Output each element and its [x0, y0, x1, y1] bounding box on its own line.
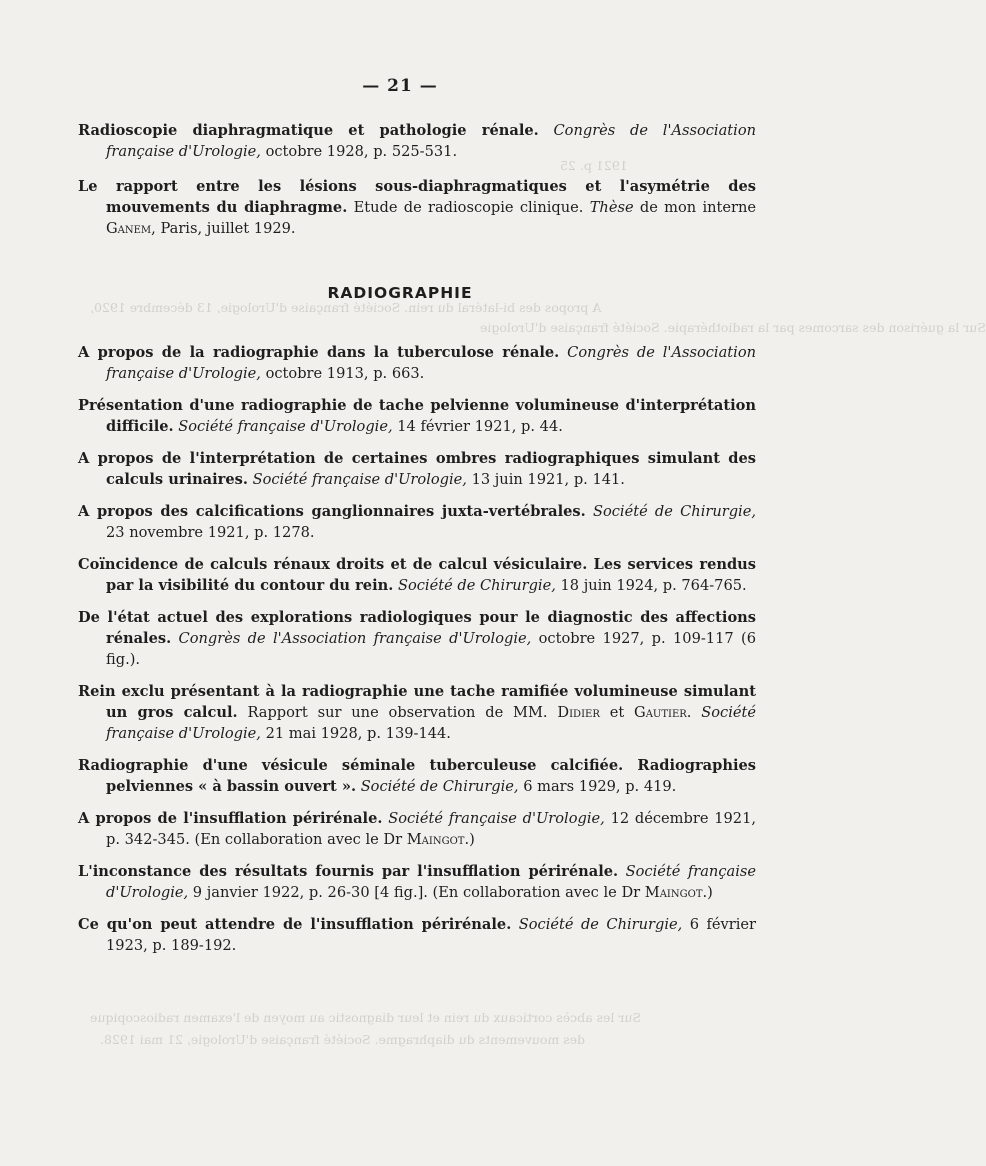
entry-source: Société de Chirurgie, [360, 778, 519, 795]
section-heading: RADIOGRAPHIE [327, 284, 473, 302]
entry-details: 14 février 1921, p. 44. [397, 418, 563, 435]
bibliography-entry [78, 681, 756, 744]
entry-details: .) [464, 831, 475, 848]
entry-source: Société de Chirurgie, [592, 503, 756, 520]
entry-title: A propos des calcifications ganglionnaires juxta-vertébrales. [78, 503, 586, 520]
entry-details: 13 juin 1921, p. 141. [471, 471, 625, 488]
top-entry-list [78, 120, 756, 250]
bibliography-entry [78, 554, 756, 596]
entry-person: Didier [557, 704, 600, 721]
entry-note: et [609, 704, 625, 721]
entry-details: 18 juin 1924, p. 764-765. [560, 577, 747, 594]
entry-person: Maingot [406, 831, 465, 848]
entry-person: Gautier [634, 704, 687, 721]
entry-title: Rein exclu présentant à la radiographie une tache ramifiée volumineuse simulant un gros calcul. [78, 683, 756, 721]
entry-details: 6 mars 1929, p. 419. [523, 778, 677, 795]
entry-title: L'inconstance des résultats fournis par l'insufflation périrénale. [78, 863, 619, 880]
entry-title: Radiographie d'une vésicule séminale tuberculeuse calcifiée. Radiographies pelviennes « à bassin ouvert ». [78, 757, 756, 795]
bleed-through: Sur la guérison des sarcomes par la radiothérapie. Société française d'Urologie [480, 320, 986, 335]
entry-details: 9 janvier 1922, p. 26-30 [4 fig.]. (En collaboration avec le Dr [192, 884, 641, 901]
page-number: — 21 — [362, 76, 438, 96]
entry-source: Société française d'Urologie, [106, 863, 756, 901]
bibliography-entry [78, 120, 756, 162]
entry-title: Coïncidence de calculs rénaux droits et de calcul vésiculaire. Les services rendus par la visibilité du contour du rein. [78, 556, 756, 594]
bleed-through: Sur les abcès corticaux du rein et leur diagnostic au moyen de l'examen radioscopique [90, 1010, 641, 1025]
entry-source: Société française d'Urologie, [106, 704, 757, 742]
entry-note: Etude de radioscopie clinique. [353, 199, 584, 216]
entry-source: Société française d'Urologie, [388, 810, 605, 827]
bibliography-entry [78, 342, 756, 384]
entry-title: Radioscopie diaphragmatique et pathologie rénale. [78, 122, 539, 139]
entry-source: Congrès de l'Association française d'Urologie, [106, 122, 757, 160]
entry-source: Société française d'Urologie, [178, 418, 393, 435]
entry-details: octobre 1913, p. 663. [265, 365, 425, 382]
bleed-through: A propos des bi-latéral du rein. Société française d'Urologie, 13 décembre 1920, [90, 300, 602, 315]
entry-details: octobre 1928, p. 525-531. [265, 143, 458, 160]
entry-title: Présentation d'une radiographie de tache pelvienne volumineuse d'interprétation difficile. [78, 397, 756, 435]
entry-details: , Paris, juillet 1929. [151, 220, 296, 237]
entry-details: 21 mai 1928, p. 139-144. [265, 725, 451, 742]
bleed-through: 1921 p. 25 [560, 158, 628, 173]
bleed-through: des mouvements du diaphragme. Société française d'Urologie, 21 mai 1928. [100, 1032, 586, 1047]
entry-note: . [686, 704, 692, 721]
entry-title: A propos de la radiographie dans la tuberculose rénale. [78, 344, 560, 361]
entry-details: .) [702, 884, 713, 901]
entry-source: Société de Chirurgie, [397, 577, 556, 594]
entry-details: 23 novembre 1921, p. 1278. [106, 524, 315, 541]
bibliography-entry [78, 607, 756, 670]
bibliography-entry [78, 176, 756, 239]
entry-source: Société française d'Urologie, [252, 471, 467, 488]
bibliography-entry [78, 448, 756, 490]
entry-person: Maingot [644, 884, 703, 901]
entry-details: 12 décembre 1921, p. 342-345. (En collaboration avec le Dr [106, 810, 757, 848]
entry-source: Thèse [589, 199, 634, 216]
entry-person: Ganem [106, 220, 152, 237]
bibliography-entry [78, 501, 756, 543]
entry-title: A propos de l'interprétation de certaines ombres radiographiques simulant des calculs urinaires. [78, 450, 756, 488]
bibliography-entry [78, 395, 756, 437]
entry-title: Ce qu'on peut attendre de l'insufflation périrénale. [78, 916, 512, 933]
entry-details: de mon interne [639, 199, 757, 216]
bibliography-entry [78, 808, 756, 850]
bibliography-entry [78, 914, 756, 956]
entry-title: De l'état actuel des explorations radiologiques pour le diagnostic des affections rénales. [78, 609, 756, 647]
entry-source: Société de Chirurgie, [518, 916, 683, 933]
entry-details: 6 février 1923, p. 189-192. [106, 916, 756, 954]
entry-title: Le rapport entre les lésions sous-diaphragmatiques et l'asymétrie des mouvements du diaphragme. [78, 178, 756, 216]
entry-title: A propos de l'insufflation périrénale. [78, 810, 383, 827]
entry-list [78, 342, 756, 967]
bibliography-entry [78, 755, 756, 797]
bibliography-entry [78, 861, 756, 903]
entry-source: Congrès de l'Association française d'Urologie, [178, 630, 532, 647]
entry-note: Rapport sur une observation de MM. [247, 704, 548, 721]
entry-details: octobre 1927, p. 109-117 (6 fig.). [106, 630, 756, 668]
entry-source: Congrès de l'Association française d'Urologie, [106, 344, 757, 382]
